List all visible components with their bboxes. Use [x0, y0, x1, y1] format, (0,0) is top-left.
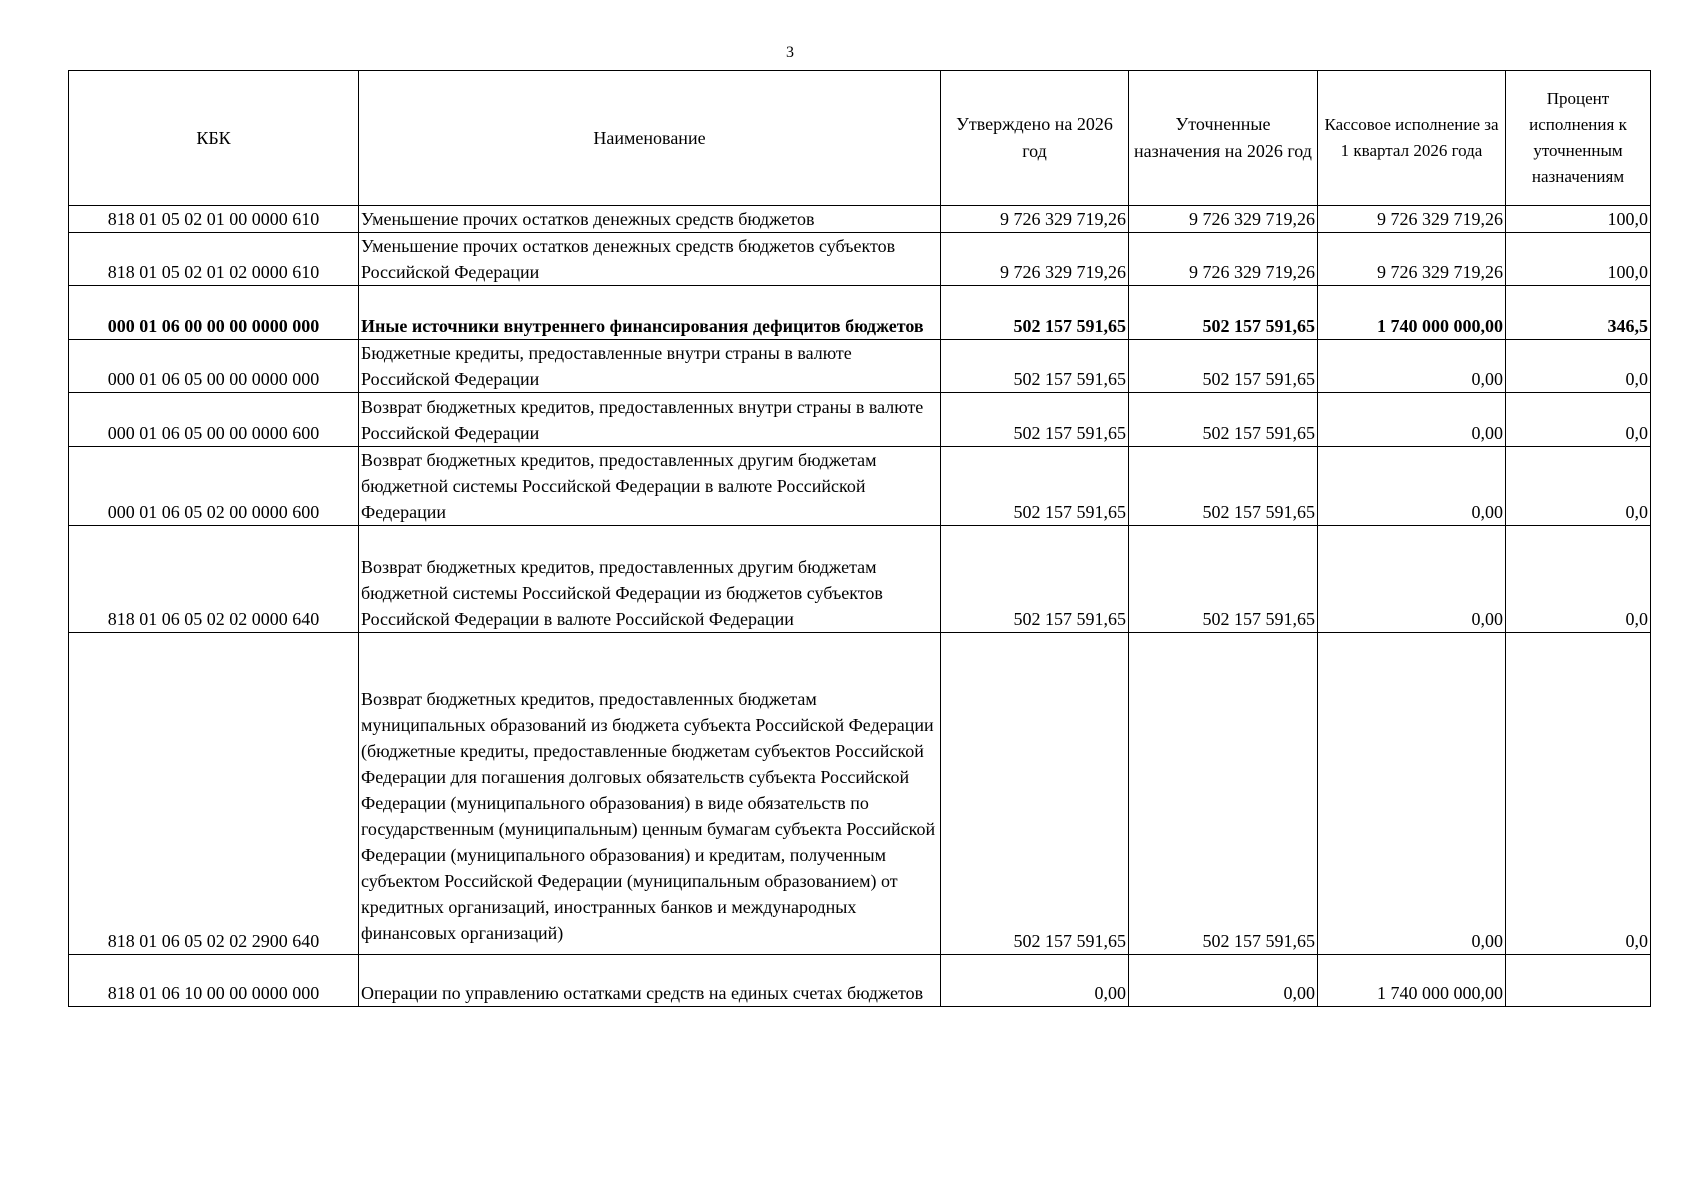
cell-percent: 100,0 [1506, 206, 1651, 233]
cell-executed: 0,00 [1318, 526, 1506, 633]
cell-percent: 0,0 [1506, 447, 1651, 526]
cell-name: Возврат бюджетных кредитов, предоставленных внутри страны в валюте Российской Федерации [359, 393, 941, 447]
cell-revised: 502 157 591,65 [1129, 526, 1318, 633]
cell-revised: 502 157 591,65 [1129, 340, 1318, 393]
table-row [69, 955, 1651, 1007]
table-row [69, 447, 1651, 526]
cell-executed: 0,00 [1318, 447, 1506, 526]
cell-revised: 9 726 329 719,26 [1129, 206, 1318, 233]
cell-name: Иные источники внутреннего финансирования дефицитов бюджетов [359, 286, 941, 340]
cell-kbk: 818 01 06 05 02 02 2900 640 [69, 633, 359, 955]
cell-percent: 0,0 [1506, 526, 1651, 633]
cell-kbk: 000 01 06 00 00 00 0000 000 [69, 286, 359, 340]
table-row [69, 206, 1651, 233]
cell-kbk: 818 01 05 02 01 02 0000 610 [69, 233, 359, 286]
header-name: Наименование [359, 71, 941, 206]
cell-kbk: 000 01 06 05 00 00 0000 000 [69, 340, 359, 393]
cell-name: Возврат бюджетных кредитов, предоставленных другим бюджетам бюджетной системы Российской Федерации из бюджетов субъектов Российской Федерации в валюте Российской Федерации [359, 526, 941, 633]
header-executed: Кассовое исполнение за 1 квартал 2026 года [1318, 71, 1506, 206]
cell-name-text: Возврат бюджетных кредитов, предоставленных бюджетам муниципальных образований из бюджета субъекта Российской Федерации (бюджетные кредиты, предоставленные бюджетам субъектов Российской Федерации для погашения долговых обязательств субъекта Российской Федерации (муниципального образования) в виде обязательств по государственным (муниципальным) ценным бумагам субъекта Российской Федерации (муниципального образования) и кредитам, полученным субъектом Российской Федерации (муниципальным образованием) от кредитных организаций, иностранных банков и международных финансовых организаций) [361, 689, 936, 943]
cell-percent: 0,0 [1506, 633, 1651, 955]
cell-kbk: 818 01 06 10 00 00 0000 000 [69, 955, 359, 1007]
cell-percent: 100,0 [1506, 233, 1651, 286]
table-row [69, 393, 1651, 447]
table-row [69, 233, 1651, 286]
cell-percent: 0,0 [1506, 340, 1651, 393]
cell-kbk: 818 01 06 05 02 02 0000 640 [69, 526, 359, 633]
cell-name: Операции по управлению остатками средств на единых счетах бюджетов [359, 955, 941, 1007]
cell-name: Уменьшение прочих остатков денежных средств бюджетов субъектов Российской Федерации [359, 233, 941, 286]
cell-revised: 502 157 591,65 [1129, 633, 1318, 955]
header-approved: Утверждено на 2026 год [941, 71, 1129, 206]
cell-kbk: 000 01 06 05 00 00 0000 600 [69, 393, 359, 447]
cell-name: Уменьшение прочих остатков денежных средств бюджетов [359, 206, 941, 233]
cell-kbk: 000 01 06 05 02 00 0000 600 [69, 447, 359, 526]
cell-executed: 0,00 [1318, 633, 1506, 955]
cell-approved: 9 726 329 719,26 [941, 206, 1129, 233]
cell-approved: 502 157 591,65 [941, 286, 1129, 340]
cell-executed: 0,00 [1318, 393, 1506, 447]
cell-name: Бюджетные кредиты, предоставленные внутри страны в валюте Российской Федерации [359, 340, 941, 393]
cell-approved: 502 157 591,65 [941, 633, 1129, 955]
table-row [69, 286, 1651, 340]
cell-percent: 0,0 [1506, 393, 1651, 447]
cell-name [359, 633, 941, 955]
table-row [69, 633, 1651, 955]
budget-execution-table [68, 70, 1651, 1007]
cell-revised: 0,00 [1129, 955, 1318, 1007]
cell-revised: 9 726 329 719,26 [1129, 233, 1318, 286]
cell-percent: 346,5 [1506, 286, 1651, 340]
cell-executed: 9 726 329 719,26 [1318, 233, 1506, 286]
table-row [69, 526, 1651, 633]
page-number: 3 [786, 44, 794, 61]
cell-revised: 502 157 591,65 [1129, 286, 1318, 340]
cell-approved: 9 726 329 719,26 [941, 233, 1129, 286]
cell-percent [1506, 955, 1651, 1007]
cell-name: Возврат бюджетных кредитов, предоставленных другим бюджетам бюджетной системы Российской Федерации в валюте Российской Федерации [359, 447, 941, 526]
cell-approved: 502 157 591,65 [941, 526, 1129, 633]
header-percent: Процент исполнения к уточненным назначениям [1506, 71, 1651, 206]
table-header-row [69, 71, 1651, 206]
cell-approved: 0,00 [941, 955, 1129, 1007]
cell-executed: 0,00 [1318, 340, 1506, 393]
cell-approved: 502 157 591,65 [941, 340, 1129, 393]
cell-executed: 9 726 329 719,26 [1318, 206, 1506, 233]
cell-executed: 1 740 000 000,00 [1318, 955, 1506, 1007]
cell-executed: 1 740 000 000,00 [1318, 286, 1506, 340]
cell-approved: 502 157 591,65 [941, 447, 1129, 526]
cell-revised: 502 157 591,65 [1129, 447, 1318, 526]
cell-approved: 502 157 591,65 [941, 393, 1129, 447]
table-row [69, 340, 1651, 393]
cell-revised: 502 157 591,65 [1129, 393, 1318, 447]
cell-kbk: 818 01 05 02 01 00 0000 610 [69, 206, 359, 233]
header-revised: Уточненные назначения на 2026 год [1129, 71, 1318, 206]
header-kbk: КБК [69, 71, 359, 206]
